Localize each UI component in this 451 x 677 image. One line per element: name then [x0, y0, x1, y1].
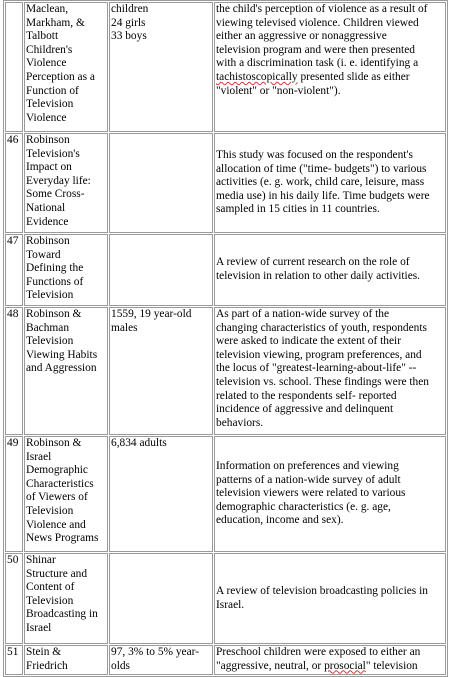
table-body — [5, 2, 446, 675]
study-cell-line: Markham, & — [26, 16, 85, 29]
spellcheck-word: tachistoscopically — [216, 70, 298, 83]
description-cell-line: incidence of aggressive and delinquent — [216, 403, 394, 416]
study-cell-line: Impact on — [26, 161, 72, 174]
description-cell-line: television viewing, program preferences, and — [216, 348, 422, 361]
description-cell — [214, 307, 446, 435]
study-cell-line: Television — [26, 98, 74, 111]
study-cell-line: Structure and — [26, 567, 88, 580]
entry-number: 48 — [5, 307, 23, 435]
study-cell-line: Television — [26, 594, 74, 607]
description-cell-line: Information on preferences and viewing — [216, 460, 399, 473]
study-cell-line: Shinar — [26, 554, 56, 566]
study-cell-line: Television — [26, 289, 74, 302]
study-cell-line: Stein & — [26, 646, 62, 658]
table-row — [5, 133, 446, 233]
study-cell-line: Children's — [26, 43, 73, 56]
document-page — [3, 0, 448, 677]
description-cell-line: were asked to indicate the extent of their — [216, 335, 402, 348]
study-cell-line: Violence — [26, 57, 67, 70]
table-row — [5, 234, 446, 306]
description-cell — [214, 436, 446, 552]
description-cell-line: the locus of "greatest-learning-about-life" -- — [216, 362, 417, 375]
table-row — [5, 645, 446, 675]
entry-number: 46 — [5, 133, 23, 233]
study-cell-line: Broadcasting in — [26, 608, 98, 621]
entry-number: 50 — [5, 553, 23, 644]
description-cell-line: A review of current research on the role of — [216, 256, 410, 269]
study-cell-line: Characteristics — [26, 477, 94, 490]
study-cell-line: Content of — [26, 581, 75, 594]
description-cell-line: Israel. — [216, 598, 245, 611]
study-cell — [24, 2, 108, 132]
study-cell-line: National — [26, 201, 66, 214]
description-cell — [214, 645, 446, 675]
study-cell-line: Israel — [26, 450, 52, 463]
sample-cell-line: 1559, 19 year-old — [111, 308, 192, 320]
entry-number — [5, 2, 23, 132]
study-cell-line: Talbott — [26, 30, 59, 43]
description-cell-line: either an aggressive or nonaggressive — [216, 30, 387, 43]
sample-cell-line: 24 girls — [111, 16, 146, 29]
study-cell-line: Bachman — [26, 321, 70, 334]
study-cell-line: Robinson — [26, 134, 70, 146]
table-row — [5, 2, 446, 132]
sample-cell-line: 33 boys — [111, 30, 147, 43]
study-cell-line: News Programs — [26, 532, 99, 545]
study-cell — [24, 234, 108, 306]
sample-cell — [109, 2, 213, 132]
study-cell-line: Violence and — [26, 518, 86, 531]
study-cell-line: Viewing Habits — [26, 348, 98, 361]
description-cell-line: "violent" or "non-violent"). — [216, 84, 341, 97]
study-cell-line: Perception as a — [26, 70, 95, 83]
description-cell-line: television in relation to other daily activities. — [216, 270, 421, 282]
study-cell-line: Defining the — [26, 262, 84, 275]
study-cell-line: Television's — [26, 147, 80, 160]
study-cell-line: Functions of — [26, 275, 84, 288]
study-cell-line: Israel — [26, 621, 52, 634]
description-cell — [214, 2, 446, 132]
description-cell-line: A review of television broadcasting policies in — [216, 584, 428, 597]
sample-cell — [109, 553, 213, 644]
description-cell-line: activities (e. g. work, child care, leisure, mass — [216, 176, 425, 189]
study-cell — [24, 553, 108, 644]
sample-cell-line: males — [111, 321, 138, 334]
description-cell — [214, 234, 446, 306]
table-row — [5, 307, 446, 435]
sample-cell-line: 97, 3% to 5% year- — [111, 646, 200, 658]
study-cell-line: of Viewers of — [26, 491, 88, 504]
study-cell-line: Some Cross- — [26, 188, 85, 201]
entry-number: 51 — [5, 645, 23, 675]
description-cell-line: Preschool children were exposed to either an — [216, 646, 421, 658]
sample-cell — [109, 234, 213, 306]
table-row — [5, 436, 446, 552]
study-cell-line: Maclean, — [26, 3, 69, 15]
study-cell — [24, 307, 108, 435]
study-cell-line: Friedrich — [26, 659, 68, 672]
sample-cell-line: children — [111, 3, 149, 15]
sample-cell — [109, 307, 213, 435]
study-cell-line: Robinson & — [26, 308, 82, 320]
description-cell-line: This study was focused on the respondent's — [216, 149, 413, 162]
description-cell-line: demographic characteristics (e. g. age, — [216, 500, 391, 513]
bibliography-table — [3, 0, 448, 677]
study-cell-line: Robinson & — [26, 437, 82, 449]
study-cell-line: Everyday life: — [26, 174, 91, 187]
study-cell-line: Robinson — [26, 235, 70, 247]
study-cell-line: Demographic — [26, 464, 88, 477]
study-cell-line: Television — [26, 504, 74, 517]
description-cell-line: television viewers were related to various — [216, 487, 406, 500]
description-cell-line: tachistoscopically presented slide as either — [216, 70, 410, 83]
description-cell-line: "aggressive, neutral, or prosocial" television — [216, 659, 418, 672]
study-cell-line: Violence — [26, 111, 67, 124]
entry-number: 47 — [5, 234, 23, 306]
study-cell-line: Evidence — [26, 215, 69, 228]
description-cell-line: behaviors. — [216, 416, 264, 429]
description-cell-line: media use) in his daily life. Time budgets were — [216, 189, 430, 202]
description-cell-line: changing characteristics of youth, respondents — [216, 321, 427, 334]
study-cell — [24, 133, 108, 233]
study-cell-line: and Aggression — [26, 362, 97, 375]
spellcheck-word: prosocial — [324, 659, 366, 672]
sample-cell-line: olds — [111, 659, 130, 672]
description-cell-line: television program and were then presented — [216, 43, 415, 56]
study-cell-line: Function of — [26, 84, 79, 97]
study-cell-line: Toward — [26, 248, 61, 261]
description-cell-line: allocation of time ("time- budgets") to various — [216, 162, 427, 175]
entry-number: 49 — [5, 436, 23, 552]
description-cell-line: patterns of a nation-wide survey of adult — [216, 473, 401, 486]
description-cell-line: the child's perception of violence as a result of — [216, 3, 428, 15]
description-cell — [214, 133, 446, 233]
sample-cell-line: 6,834 adults — [111, 437, 167, 449]
description-cell-line: viewing televised violence. Children viewed — [216, 16, 419, 29]
description-cell-line: As part of a nation-wide survey of the — [216, 308, 390, 320]
description-cell-line: related to the respondents self- reported — [216, 389, 397, 402]
description-cell — [214, 553, 446, 644]
study-cell — [24, 436, 108, 552]
table-row — [5, 553, 446, 644]
description-cell-line: television vs. school. These findings were then — [216, 375, 430, 388]
description-cell-line: education, income and sex). — [216, 514, 344, 527]
sample-cell — [109, 133, 213, 233]
study-cell — [24, 645, 108, 675]
study-cell-line: Television — [26, 335, 74, 348]
sample-cell — [109, 645, 213, 675]
description-cell-line: with a discrimination task (i. e. identifying a — [216, 57, 419, 70]
sample-cell — [109, 436, 213, 552]
description-cell-line: sampled in 15 cities in 11 countries. — [216, 203, 380, 216]
